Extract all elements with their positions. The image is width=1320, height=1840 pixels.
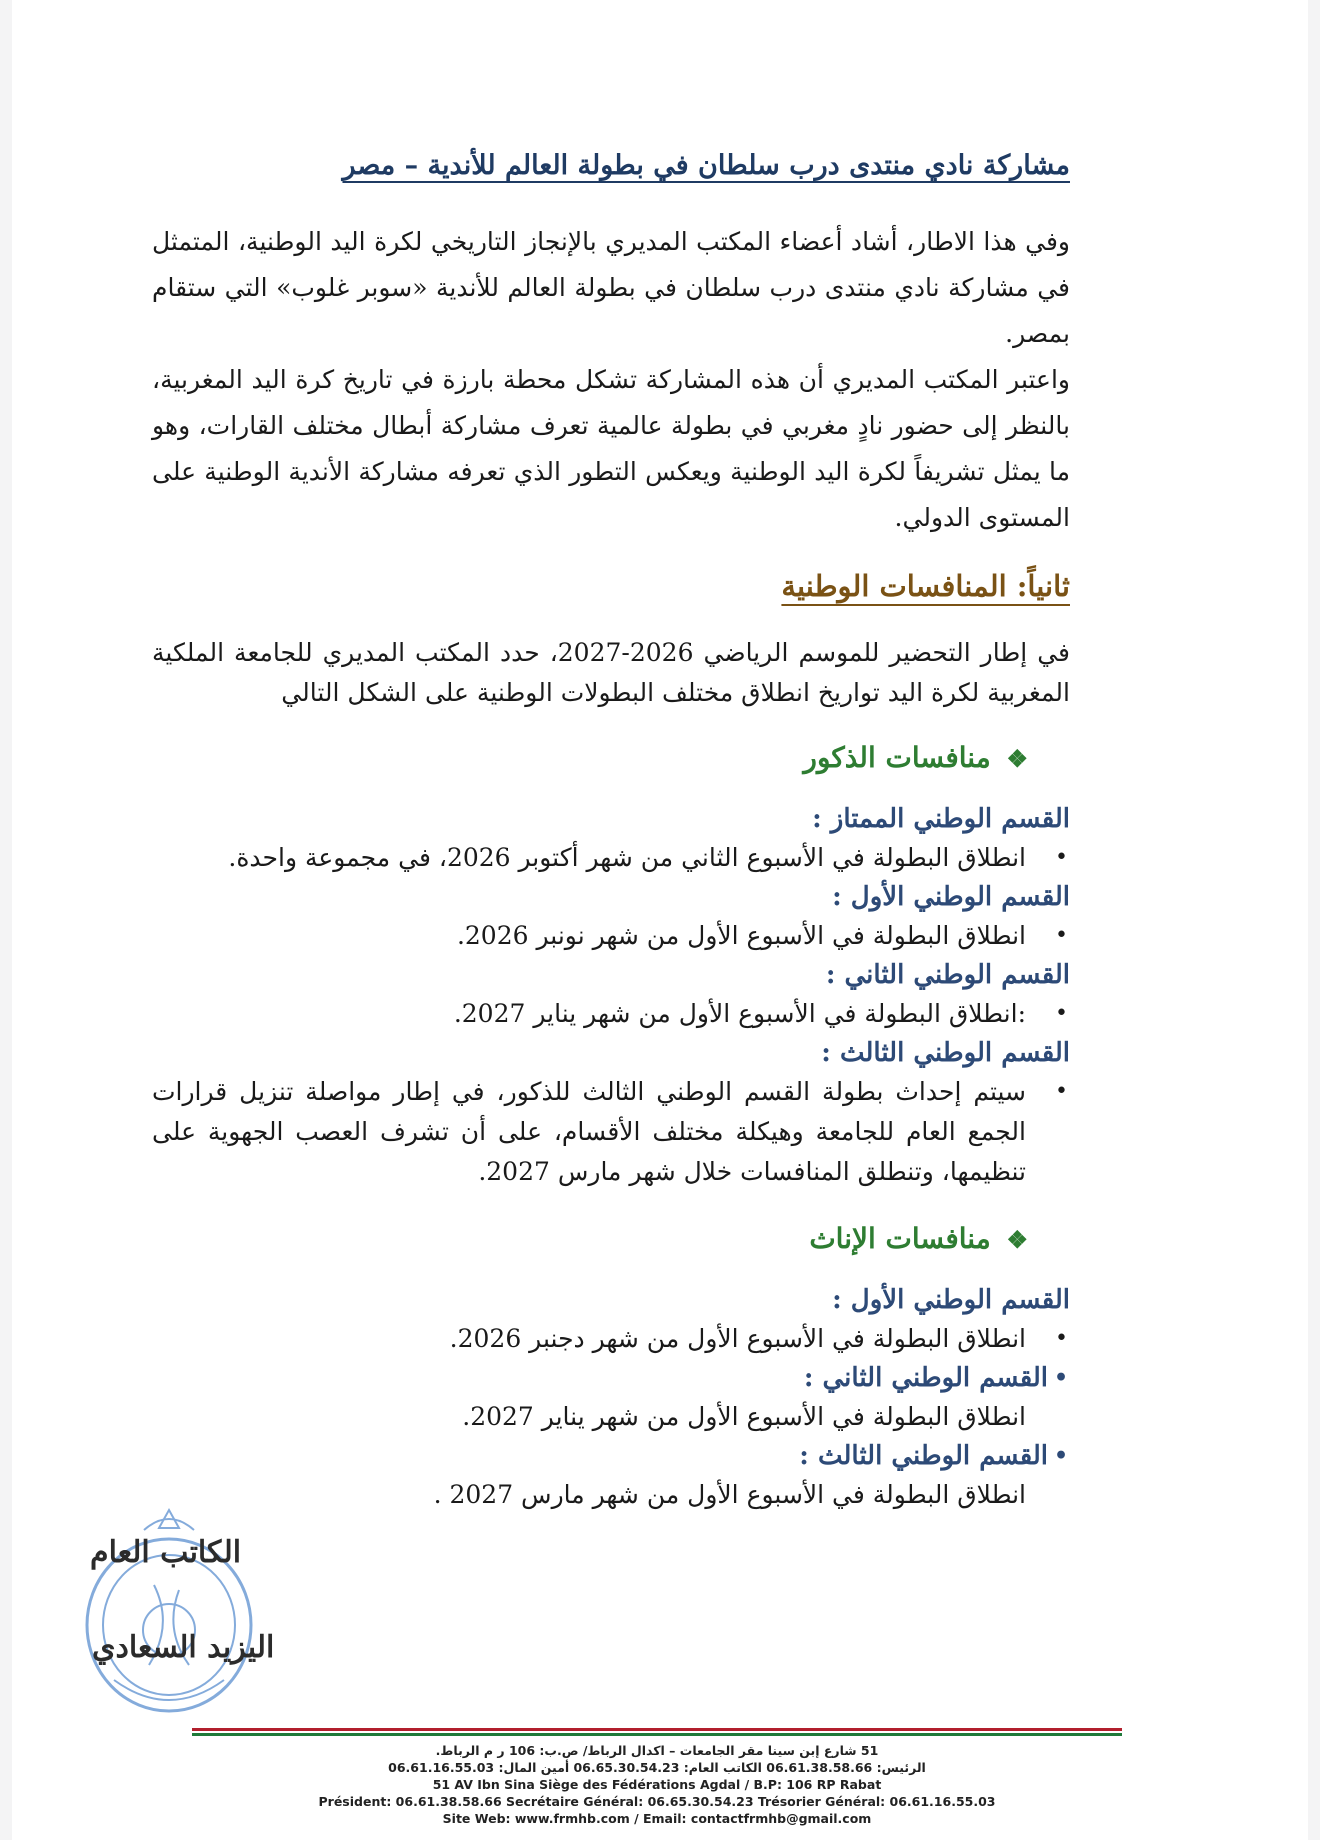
women-division-1-label: القسم الوطني الأول :: [832, 1285, 1070, 1315]
footer-address-ar: 51 شارع إبن سينا مقر الجامعات – اكدال الرباط/ ص.ب: 106 ر م الرباط.: [435, 1743, 879, 1758]
footer-rule-red: [192, 1728, 1122, 1731]
men-division-2-label: القسم الوطني الأول :: [832, 882, 1070, 912]
intro-paragraph: في إطار التحضير للموسم الرياضي 2026-2027، حدد المكتب المديري للجامعة الملكية المغربية لكرة اليد تواريخ انطلاق مختلف البطولات الوطنية على الشكل التالي: [152, 638, 1070, 707]
women-division-1-text: • انطلاق البطولة في الأسبوع الأول من شهر دجنبر 2026.: [152, 1319, 1048, 1359]
footer-rule-green: [192, 1733, 1122, 1736]
men-division-3-text: • :انطلاق البطولة في الأسبوع الأول من شهر يناير 2027.: [152, 994, 1048, 1034]
men-division-1-label: القسم الوطني الممتاز :: [812, 804, 1070, 834]
women-competitions-label: منافسات الإناث: [809, 1222, 991, 1255]
section-title: ثانياً: المنافسات الوطنية: [781, 569, 1070, 603]
men-competitions-title: [152, 741, 1070, 774]
footer-address-fr: 51 AV Ibn Sina Siège des Fédérations Agdal / B.P: 106 RP Rabat: [432, 1777, 882, 1792]
footer-phones-fr: Président: 06.61.38.58.66 Secrétaire Général: 06.65.30.54.23 Trésorier Général: 06.61.16.55.03: [318, 1794, 996, 1809]
diamond-bullet-icon: ❖: [1006, 1225, 1028, 1254]
footer: [192, 1742, 1122, 1827]
signature-title: الكاتب العام: [90, 1535, 242, 1570]
men-division-4-label: القسم الوطني الثالث :: [821, 1038, 1070, 1068]
men-competitions-label: منافسات الذكور: [803, 741, 991, 774]
women-division-3-label: • القسم الوطني الثالث :: [152, 1437, 1070, 1475]
men-division-1-text: • انطلاق البطولة في الأسبوع الثاني من شهر أكتوبر 2026، في مجموعة واحدة.: [152, 838, 1048, 878]
document-page: [12, 0, 1308, 1840]
document-title: مشاركة نادي منتدى درب سلطان في بطولة العالم للأندية – مصر: [342, 150, 1070, 181]
women-division-2-label: • القسم الوطني الثاني :: [152, 1359, 1070, 1397]
men-division-2-text: • انطلاق البطولة في الأسبوع الأول من شهر نونبر 2026.: [152, 916, 1048, 956]
diamond-bullet-icon: ❖: [1006, 744, 1028, 773]
women-division-3-text: انطلاق البطولة في الأسبوع الأول من شهر مارس 2027 .: [433, 1480, 1026, 1509]
paragraph-1: وفي هذا الاطار، أشاد أعضاء المكتب المديري بالإنجاز التاريخي لكرة اليد الوطنية، المتمثل في مشاركة نادي منتدى درب سلطان في بطولة العالم للأندية «سوبر غلوب» التي ستقام بمصر.: [152, 227, 1070, 348]
federation-seal-icon: [74, 1490, 264, 1730]
footer-phones-ar: الرئيس: 06.61.38.58.66 الكاتب العام: 06.65.30.54.23 أمين المال: 06.61.16.55.03: [388, 1760, 926, 1775]
men-division-3-label: القسم الوطني الثاني :: [825, 960, 1070, 990]
document-body: [152, 150, 1070, 1515]
paragraph-2: واعتبر المكتب المديري أن هذه المشاركة تشكل محطة بارزة في تاريخ كرة اليد المغربية، بالنظر إلى حضور نادٍ مغربي في بطولة عالمية تعرف مشاركة أبطال مختلف القارات، وهو ما يمثل تشريفاً لكرة اليد الوطنية ويعكس التطور الذي تعرفه مشاركة الأندية الوطنية على المستوى الدولي.: [152, 365, 1070, 532]
signature-name: اليزيد السعادي: [92, 1630, 275, 1665]
footer-contact: Site Web: www.frmhb.com / Email: contactfrmhb@gmail.com: [442, 1811, 872, 1826]
men-division-4-text: • سيتم إحداث بطولة القسم الوطني الثالث للذكور، في إطار مواصلة تنزيل قرارات الجمع العام للجامعة وهيكلة مختلف الأقسام، على أن تشرف العصب الجهوية على تنظيمها، وتنطلق المنافسات خلال شهر مارس 2027.: [152, 1072, 1048, 1192]
women-division-2-text: انطلاق البطولة في الأسبوع الأول من شهر يناير 2027.: [462, 1402, 1026, 1431]
women-competitions-title: [152, 1222, 1070, 1255]
